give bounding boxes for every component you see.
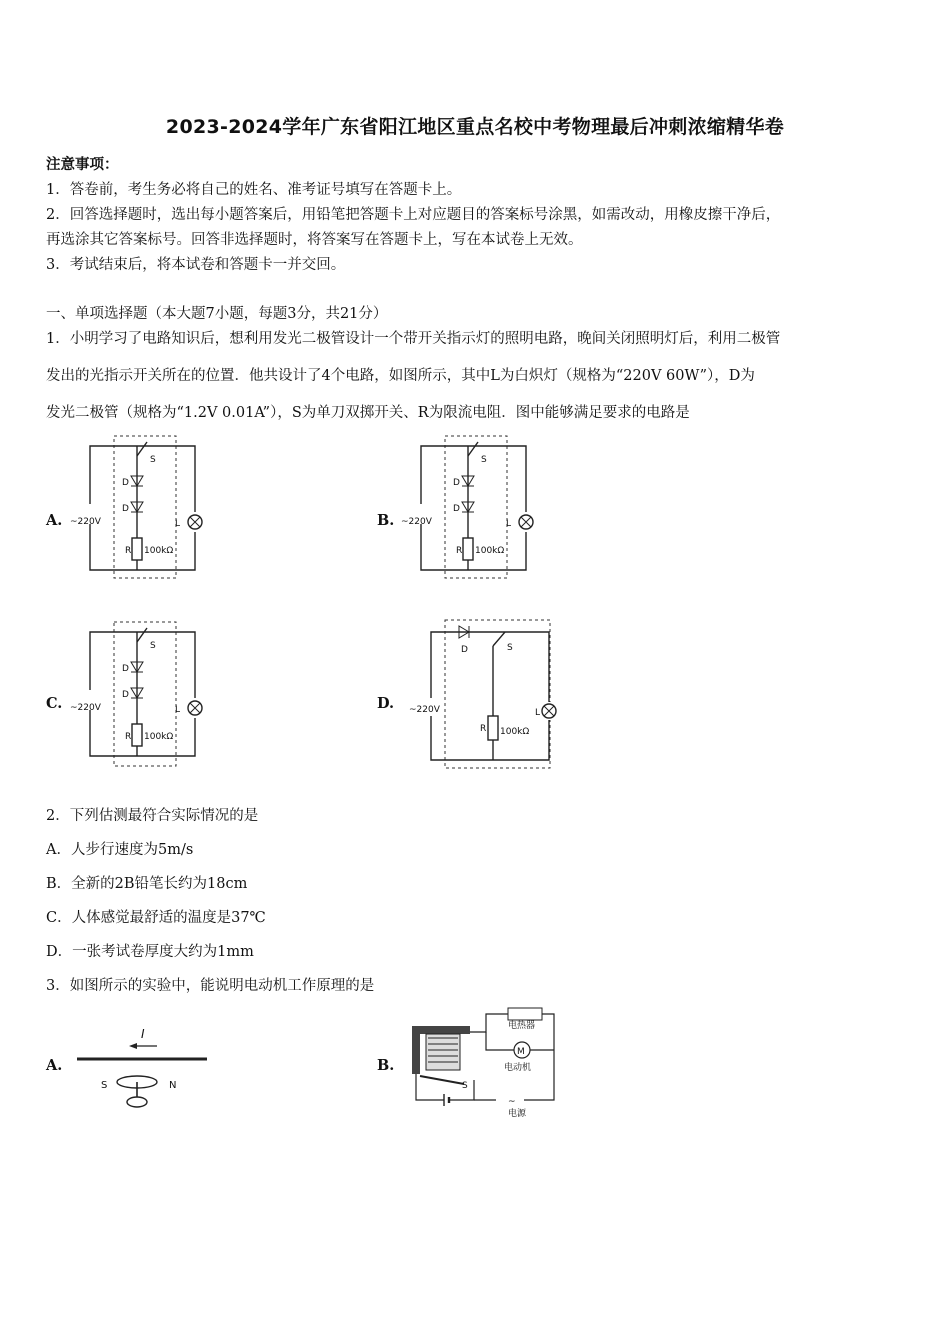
switch-label: S [150, 641, 156, 651]
diode-label: D [122, 690, 129, 700]
q3-option-b-label: B. [377, 1057, 395, 1074]
heater-label: 电热器 [508, 1021, 536, 1031]
section-heading: 一、单项选择题（本大题7小题，每题3分，共21分） [46, 306, 388, 322]
voltage-label: ~220V [70, 517, 101, 527]
q1-option-a-label: A. [46, 512, 63, 529]
resistance-label: 100kΩ [500, 727, 530, 737]
resistance-label: 100kΩ [144, 546, 174, 556]
motor-symbol: M [517, 1047, 525, 1057]
q1-option-c-label: C. [46, 695, 63, 712]
voltage-label: ~220V [401, 517, 432, 527]
resistor-label: R [456, 546, 463, 556]
q1-stem-line: 1．小明学习了电路知识后，想利用发光二极管设计一个带开关指示灯的照明电路，晚间关闭照明灯后，利用二极管 [46, 331, 781, 347]
notice-item: 3．考试结束后，将本试卷和答题卡一并交回。 [46, 257, 346, 273]
q2-option-b: B．全新的2B铅笔长约为18cm [46, 876, 248, 892]
resistance-label: 100kΩ [144, 732, 174, 742]
diode-label: D [122, 478, 129, 488]
switch-label: S [507, 643, 513, 653]
circuit-diagram-a [70, 432, 210, 582]
q3-stem: 3．如图所示的实验中，能说明电动机工作原理的是 [46, 978, 375, 994]
resistance-label: 100kΩ [475, 546, 505, 556]
diode-label: D [122, 504, 129, 514]
voltage-label: ~220V [409, 705, 440, 715]
switch-label: S [481, 455, 487, 465]
lamp-label: L [506, 519, 512, 529]
notice-item: 再选涂其它答案标号。回答非选择题时，将答案写在答题卡上，写在本试卷上无效。 [46, 232, 583, 248]
circuit-diagram-b [401, 432, 541, 582]
north-pole-label: N [169, 1080, 177, 1091]
lamp-label: L [535, 708, 541, 718]
notice-item: 1．答卷前，考生务必将自己的姓名、准考证号填写在答题卡上。 [46, 182, 462, 198]
q1-stem-line: 发出的光指示开关所在的位置．他共设计了4个电路，如图所示，其中L为白炽灯（规格为“220V 60W”），D为 [46, 368, 755, 384]
switch-label: S [150, 455, 156, 465]
resistor-label: R [125, 732, 132, 742]
q1-option-d-label: D. [377, 695, 395, 712]
circuit-diagram-c [70, 618, 210, 770]
voltage-label: ~220V [70, 703, 101, 713]
q1-stem-line: 发光二极管（规格为“1.2V 0.01A”），S为单刀双掷开关、R为限流电阻．图中能够满足要求的电路是 [46, 405, 690, 421]
notice-item: 2．回答选择题时，选出每小题答案后，用铅笔把答题卡上对应题目的答案标号涂黑，如需改动，用橡皮擦干净后， [46, 207, 781, 223]
q2-option-c: C．人体感觉最舒适的温度是37℃ [46, 910, 266, 926]
source-label: 电源 [508, 1109, 527, 1119]
resistor-label: R [480, 724, 487, 734]
lamp-label: L [175, 705, 181, 715]
resistor-label: R [125, 546, 132, 556]
compass-wire-figure [75, 1022, 215, 1117]
south-pole-label: S [101, 1080, 108, 1091]
q2-option-a: A．人步行速度为5m/s [46, 842, 194, 858]
diode-label: D [122, 664, 129, 674]
diode-label: D [453, 478, 460, 488]
q2-option-d: D．一张考试卷厚度大约为1mm [46, 944, 254, 960]
page-title: 2023-2024学年广东省阳江地区重点名校中考物理最后冲刺浓缩精华卷 [165, 116, 785, 138]
diode-label: D [453, 504, 460, 514]
motor-label: 电动机 [504, 1063, 532, 1073]
notice-heading: 注意事项： [46, 156, 119, 173]
tilde-symbol: ~ [508, 1097, 516, 1107]
q3-option-a-label: A. [46, 1057, 63, 1074]
relay-switch-label: S [462, 1081, 468, 1091]
current-label: I [141, 1027, 145, 1041]
q1-option-b-label: B. [377, 512, 395, 529]
diode-label: D [461, 645, 468, 655]
relay-circuit-figure [404, 1004, 564, 1122]
lamp-label: L [175, 519, 181, 529]
circuit-diagram-d [401, 616, 566, 772]
q2-stem: 2．下列估测最符合实际情况的是 [46, 808, 259, 824]
